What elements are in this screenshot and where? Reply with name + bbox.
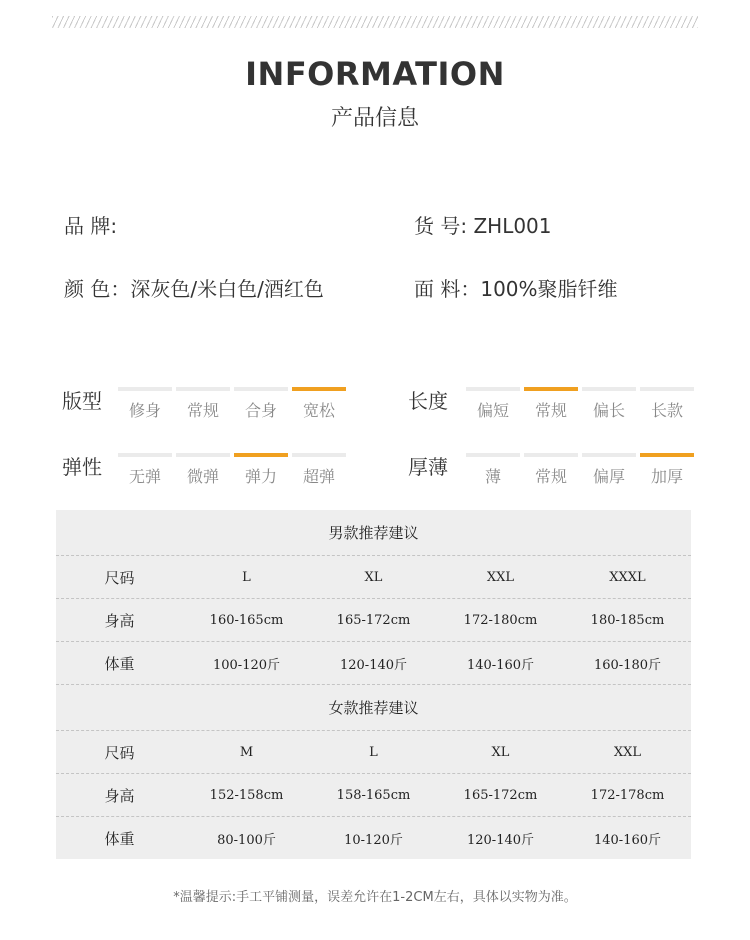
table-row <box>56 599 691 642</box>
table-cell: 172-178cm <box>590 787 665 803</box>
table-cell: 10-120斤 <box>344 832 403 848</box>
row-label: 尺码 <box>104 568 135 587</box>
elastic-option: 无弹 <box>118 453 172 487</box>
table-cell: L <box>242 569 251 585</box>
table-cell: L <box>369 744 378 760</box>
table-cell: 160-165cm <box>209 612 284 628</box>
fit-option: 修身 <box>118 387 172 421</box>
table-row <box>56 731 691 774</box>
color-field: 颜 色：深灰色/米白色/酒红色 <box>64 277 324 301</box>
table-cell: 165-172cm <box>463 787 538 803</box>
length-label: 长度 <box>408 389 448 413</box>
fit-option: 合身 <box>234 387 288 421</box>
elastic-option: 超弹 <box>292 453 346 487</box>
item-number-field: 货 号: ZHL001 <box>414 214 552 238</box>
table-row <box>56 817 691 859</box>
table-cell: 165-172cm <box>336 612 411 628</box>
length-option: 长款 <box>640 387 694 421</box>
info-title: INFORMATION <box>245 55 505 93</box>
table-cell: XXXL <box>609 569 646 585</box>
row-label: 体重 <box>104 654 135 673</box>
row-label: 身高 <box>104 611 135 630</box>
table-cell: 172-180cm <box>463 612 538 628</box>
table-cell: 160-180斤 <box>593 657 662 673</box>
elastic-label: 弹性 <box>62 455 102 479</box>
table-cell: 100-120斤 <box>212 657 281 673</box>
elastic-options <box>118 453 348 493</box>
table-cell: 120-140斤 <box>466 832 535 848</box>
women-table-title: 女款推荐建议 <box>56 685 691 731</box>
measurement-note: *温馨提示:手工平铺测量，误差允许在1-2CM左右，具体以实物为准。 <box>173 890 577 905</box>
size-table <box>56 510 691 859</box>
fit-options <box>118 387 348 427</box>
table-cell: XL <box>364 569 383 585</box>
table-cell: 140-160斤 <box>593 832 662 848</box>
fabric-field: 面 料：100%聚脂钎维 <box>414 277 618 301</box>
brand-field: 品 牌: <box>64 214 118 238</box>
thickness-option: 常规 <box>524 453 578 487</box>
elastic-option: 微弹 <box>176 453 230 487</box>
top-decorative-line <box>52 16 698 28</box>
table-cell: 80-100斤 <box>217 832 276 848</box>
table-cell: 158-165cm <box>336 787 411 803</box>
length-option: 偏长 <box>582 387 636 421</box>
table-cell: M <box>239 744 254 760</box>
table-cell: 180-185cm <box>590 612 665 628</box>
men-table-title: 男款推荐建议 <box>56 510 691 556</box>
thickness-option: 加厚 <box>640 453 694 487</box>
info-subtitle: 产品信息 <box>330 106 419 131</box>
thickness-options <box>466 453 696 493</box>
thickness-label: 厚薄 <box>408 455 448 479</box>
elastic-option: 弹力 <box>234 453 288 487</box>
table-row <box>56 774 691 817</box>
length-option: 常规 <box>524 387 578 421</box>
thickness-option: 薄 <box>466 453 520 487</box>
length-options <box>466 387 696 427</box>
thickness-option: 偏厚 <box>582 453 636 487</box>
length-option: 偏短 <box>466 387 520 421</box>
table-row <box>56 642 691 685</box>
table-row <box>56 556 691 599</box>
row-label: 身高 <box>104 786 135 805</box>
fit-label: 版型 <box>62 389 102 413</box>
fit-option: 宽松 <box>292 387 346 421</box>
table-cell: XXL <box>613 744 642 760</box>
row-label: 尺码 <box>104 743 135 762</box>
table-cell: XL <box>491 744 510 760</box>
fit-option: 常规 <box>176 387 230 421</box>
row-label: 体重 <box>104 829 135 848</box>
table-cell: 120-140斤 <box>339 657 408 673</box>
table-cell: 152-158cm <box>209 787 284 803</box>
table-cell: 140-160斤 <box>466 657 535 673</box>
table-cell: XXL <box>486 569 515 585</box>
